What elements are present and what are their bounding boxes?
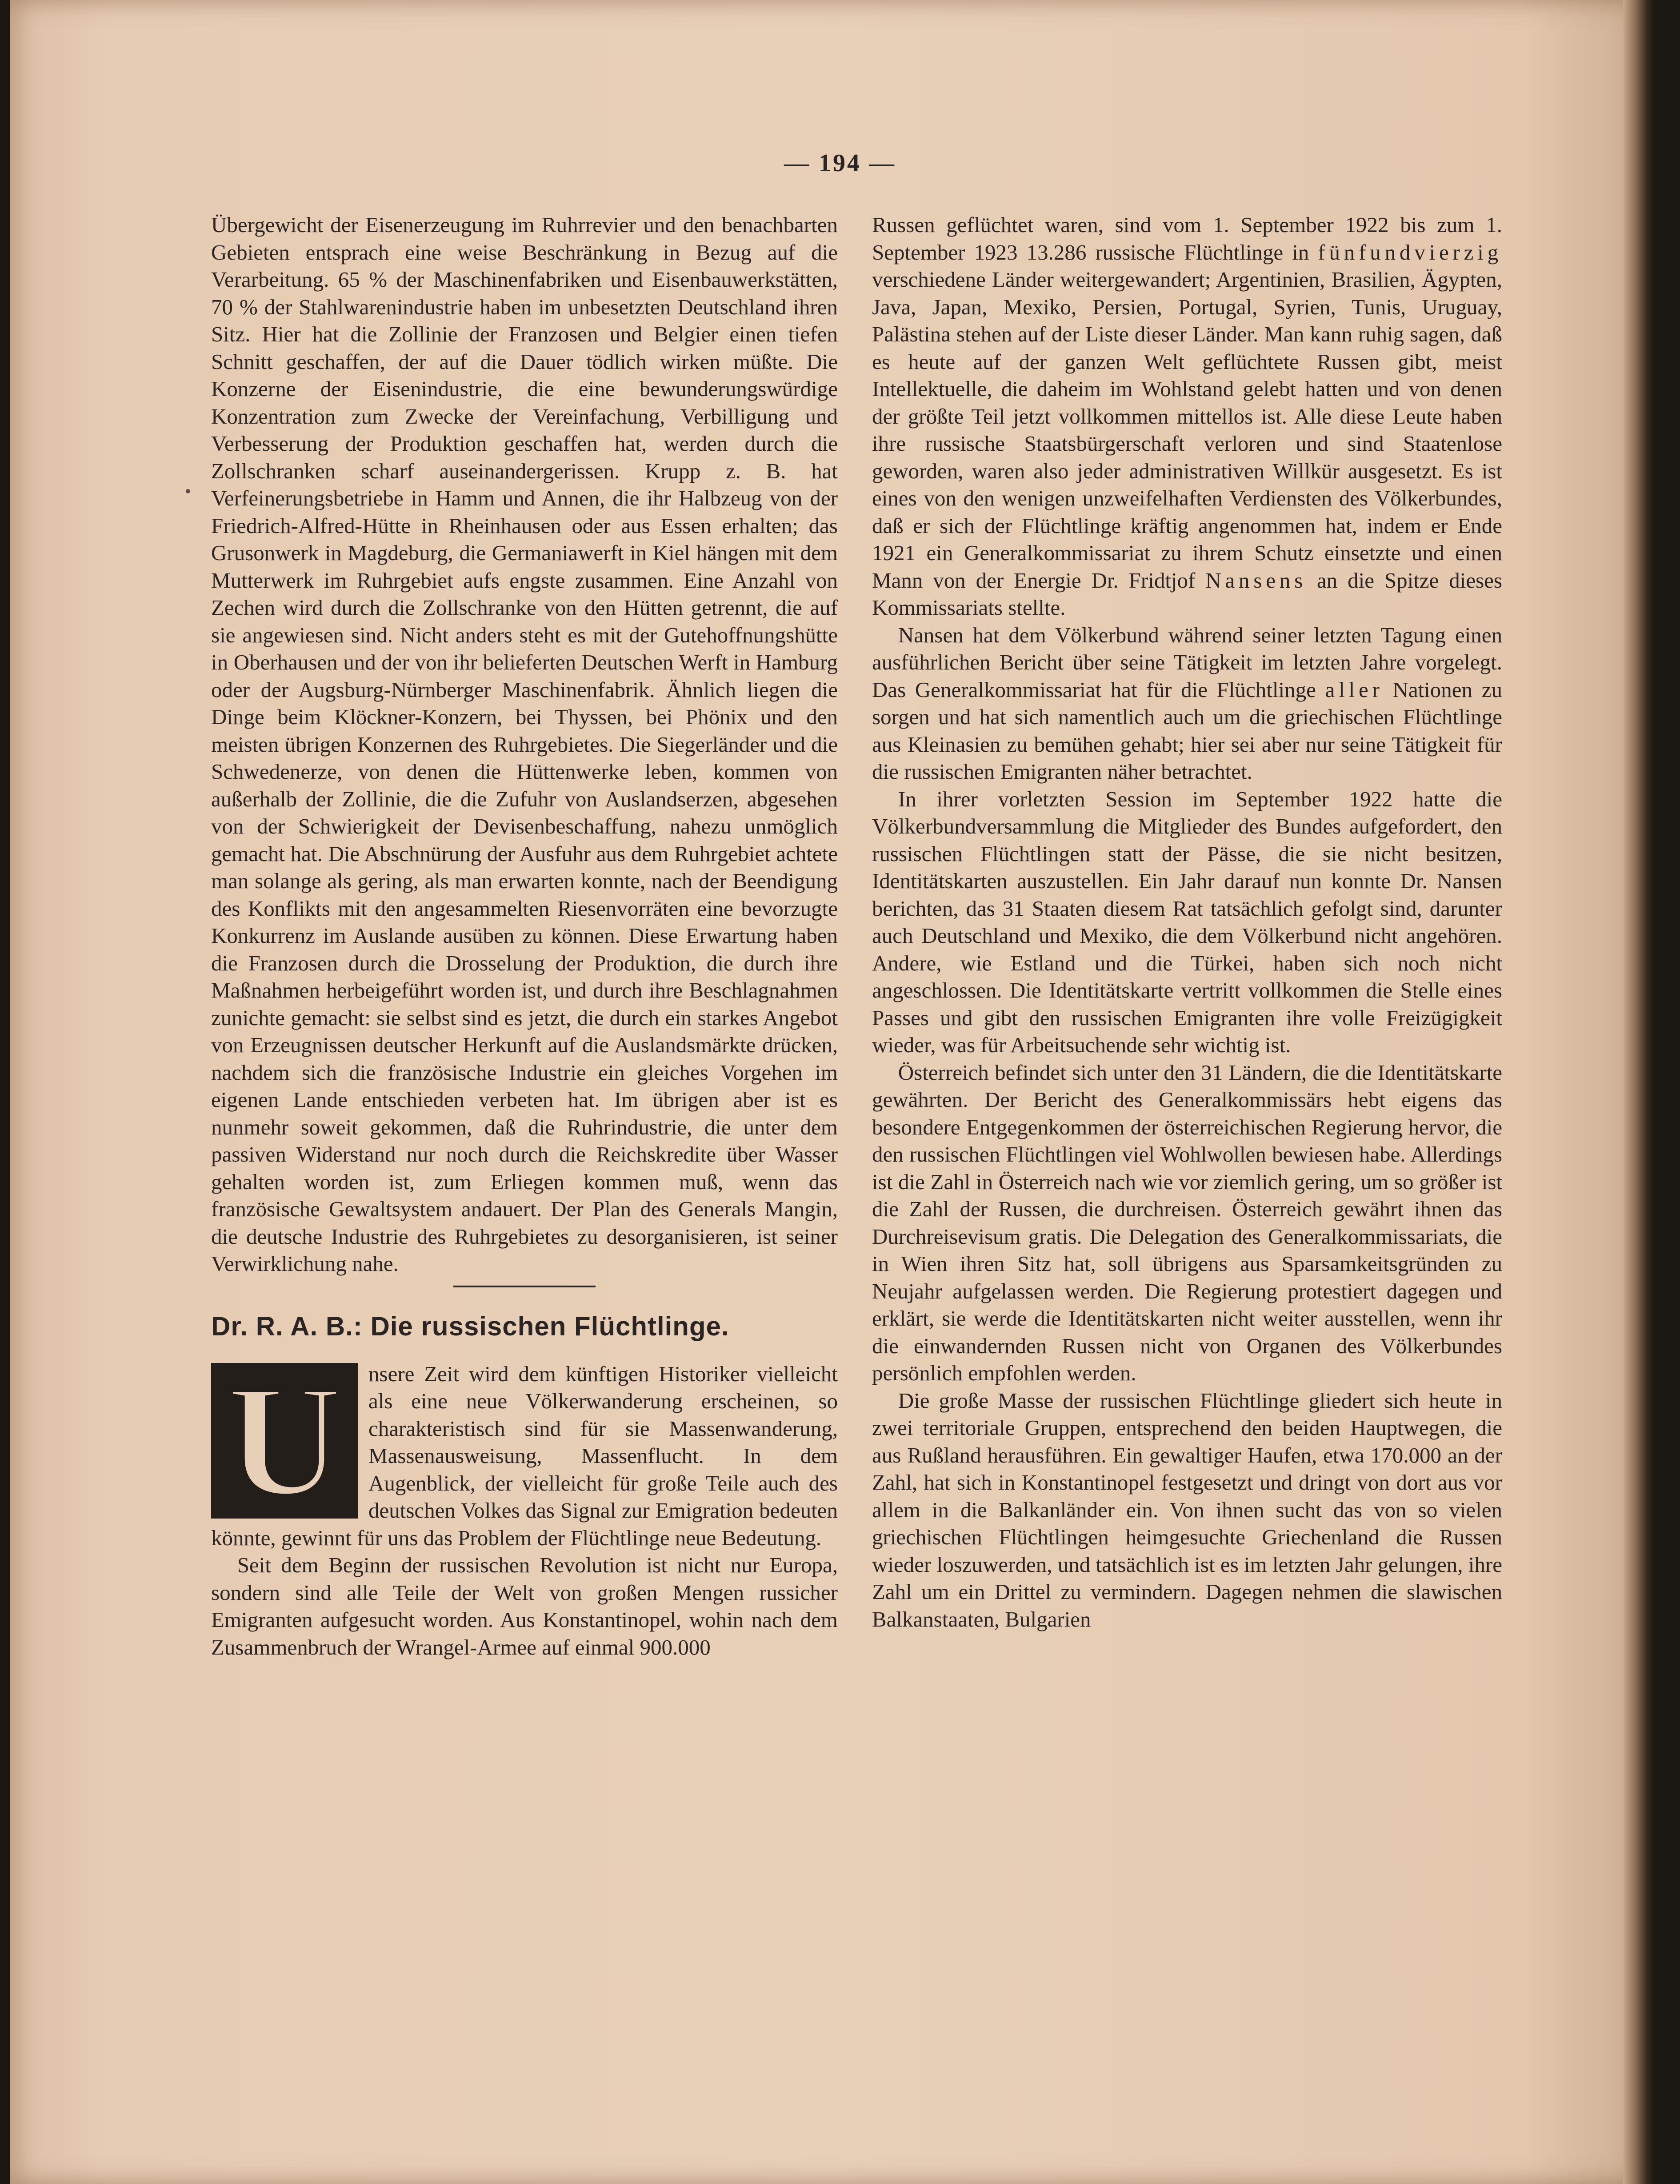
text-run: Nansen hat dem Völkerbund während seiner letzten Tagung einen ausführlichen Bericht über seine Tätigkeit im letzten Jahre vorgelegt. Das Generalkommissariat hat für die Flüchtlinge xyxy=(872,622,1502,702)
body-paragraph: Seit dem Beginn der russischen Revolution ist nicht nur Europa, sondern sind alle Teile der Welt von großen Mengen russicher Emigranten aufgesucht worden. Aus Konstantinopel, wohin nach dem Zusammenbruch der Wrangel-Armee auf einmal 900.000 xyxy=(211,1553,838,1659)
drop-cap-letter: U xyxy=(227,1351,342,1529)
page-binding-edge xyxy=(1623,0,1654,2184)
body-paragraph xyxy=(872,621,1502,785)
right-column xyxy=(872,211,1502,2132)
section-divider xyxy=(453,1286,596,1287)
body-paragraph: Österreich befindet sich unter den 31 Ländern, die die Identitätskarte gewährten. Der Bericht des Generalkommissärs hebt eigens das besondere Entgegenkommen der österreichischen Regierung hervor, die den russischen Flüchtlingen viel Wohlwollen bewiesen habe. Allerdings ist die Zahl in Österreich nach wie vor ziemlich gering, um so größer ist die Zahl der Russen, die durchreisen. Österreich gewährt ihnen das Durchreisevisum gratis. Die Delegation des Generalkommissariats, die in Wien ihren Sitz hat, soll übrigens aus Sparsamkeitsgründen zu Neujahr aufgelassen werden. Die Regierung protestiert dagegen und erklärt, sie werde die Identitätskarten nicht weiter ausstellen, wenn ihr die einwandernden Russen nicht von Organen des Völkerbundes persönlich empfohlen werden. xyxy=(872,1060,1502,1385)
emphasized-name: Nansens xyxy=(1205,568,1307,593)
body-paragraph: Die große Masse der russischen Flüchtlinge gliedert sich heute in zwei territoriale Gruppen, entsprechend den beiden Hauptwegen, die aus Rußland herausführen. Ein gewaltiger Haufen, etwa 170.000 an der Zahl, hat sich in Konstantinopel festgesetzt und dringt von dort aus vor allem in die Balkanländer ein. Von ihnen sucht das von so vielen griechischen Flüchtlingen heimgesuchte Griechenland die Russen wieder loszuwerden, und tatsächlich ist es im letzten Jahr gelungen, ihre Zahl um ein Drittel zu vermindern. Dagegen nehmen die slawischen Balkanstaaten, Bulgarien xyxy=(872,1388,1502,1631)
text-run: an die Spitze dieses Kommissariats stellte. xyxy=(872,568,1502,620)
intro-paragraph: nsere Zeit wird dem künftigen Historiker vielleicht als eine neue Völkerwanderung erscheinen, so charakteristisch sind für sie Massenwanderung, Massenausweisung, Massenflucht. In dem Augenblick, der vielleicht für große Teile auch des deutschen Volkes das Signal zur Emigration bedeuten könnte, gewinnt für uns das Problem der Flüchtlinge neue Bedeutung. xyxy=(211,1361,838,1550)
article-title: Dr. R. A. B.: Die russischen Flüchtlinge. xyxy=(211,1311,729,1341)
emphasized-word: fünfundvierzig xyxy=(1318,240,1502,264)
drop-cap xyxy=(211,1351,358,1529)
body-paragraph: In ihrer vorletzten Session im September 1922 hatte die Völkerbundversammlung die Mitglieder des Bundes aufgefordert, den russischen Flüchtlingen statt der Pässe, die sie nicht besitzen, Identitätskarten auszustellen. Ein Jahr darauf nun konnte Dr. Nansen berichten, das 31 Staaten diesem Rat tatsächlich gefolgt sind, darunter auch Deutschland und Mexiko, die dem Völkerbund nicht angehören. Andere, wie Estland und die Türkei, haben sich noch nicht angeschlossen. Die Identitätskarte vertritt vollkommen die Stelle eines Passes und gibt den russischen Emigranten ihre volle Freizügigkeit wieder, was für Arbeitsuchende sehr wichtig ist. xyxy=(872,786,1502,1057)
left-column xyxy=(211,211,838,2132)
article-intro xyxy=(211,1351,838,1552)
body-paragraph xyxy=(872,211,1502,621)
page-number: — 194 — xyxy=(784,149,896,177)
emphasized-word: aller xyxy=(1325,677,1384,702)
text-run: Russen geflüchtet waren, sind vom 1. September 1922 bis zum 1. September 1923 13.286 russische Flüchtlinge in xyxy=(872,212,1502,264)
text-run: Nationen zu sorgen und hat sich namentlich auch um die griechischen Flüchtlinge aus Kleinasien zu bemühen gehabt; hier sei aber nur seine Tätigkeit für die russischen Emigranten näher betrachtet. xyxy=(872,677,1502,784)
text-run: verschiedene Länder weitergewandert; Argentinien, Brasilien, Ägypten, Java, Japan, Mexiko, Persien, Portugal, Syrien, Tunis, Uruguay, Palästina stehen auf der Liste dieser Länder. Man kann ruhig sagen, daß es heute auf der ganzen Welt geflüchtete Russen gibt, meist Intellektuelle, die daheim im Wohlstand gelebt hatten und von denen der größte Teil jetzt vollkommen mittellos ist. Alle diese Leute haben ihre russische Staatsbürgerschaft verloren und sind Staatenlose geworden, waren also jeder administrativen Willkür ausgesetzt. Es ist eines von den wenigen unzweifelhaften Verdiensten des Völkerbundes, daß er sich der Flüchtlinge kräftig angenommen hat, indem er Ende 1921 ein Generalkommissariat zu ihrem Schutz einsetzte und einen Mann von der Energie Dr. Fridtjof xyxy=(872,267,1502,593)
continued-paragraph: Übergewicht der Eisenerzeugung im Ruhrrevier und den benachbarten Gebieten entsprach eine weise Beschränkung in Bezug auf die Verarbeitung. 65 % der Maschinenfabriken und Eisenbauwerkstätten, 70 % der Stahlwarenindustrie haben im unbesetzten Deutschland ihren Sitz. Hier hat die Zollinie der Franzosen und Belgier einen tiefen Schnitt geschaffen, der auf die Dauer tödlich wirken müßte. Die Konzerne der Eisenindustrie, die eine bewunderungswürdige Konzentration zum Zwecke der Vereinfachung, Verbilligung und Verbesserung der Produktion geschaffen hat, werden durch die Zollschranken scharf auseinandergerissen. Krupp z. B. hat Verfeinerungsbetriebe in Hamm und Annen, die ihr Halbzeug von der Friedrich-Alfred-Hütte in Rheinhausen oder aus Essen erhalten; das Grusonwerk in Magdeburg, die Germaniawerft in Kiel hängen mit dem Mutterwerk im Ruhrgebiet aufs engste zusammen. Eine Anzahl von Zechen wird durch die Zollschranke von den Hütten getrennt, die auf sie angewiesen sind. Nicht anders steht es mit der Gutehoffnungshütte in Oberhausen und der von ihr belieferten Deutschen Werft in Hamburg oder der Augsburg-Nürnberger Maschinenfabrik. Ähnlich liegen die Dinge beim Klöckner-Konzern, bei Thyssen, bei Phönix und den meisten übrigen Konzernen des Ruhrgebietes. Die Siegerländer und die Schwedenerze, von denen die Hüttenwerke leben, kommen von außerhalb der Zollinie, die die Zufuhr von Auslandserzen, abgesehen von der Schwierigkeit der Devisenbeschaffung, nahezu unmöglich gemacht hat. Die Abschnürung der Ausfuhr aus dem Ruhrgebiet achtete man solange als gering, als man erwarten konnte, nach der Beendigung des Konflikts mit den angesammelten Riesenvorräten eine bevorzugte Konkurrenz im Auslande ausüben zu können. Diese Erwartung haben die Franzosen durch die Drosselung der Produktion, die durch ihre Maßnahmen herbeigeführt worden ist, und durch ihre Beschlagnahmen zunichte gemacht: sie selbst sind es jetzt, die durch ein starkes Angebot von Erzeugnissen deutscher Herkunft auf die Auslandsmärkte drücken, nachdem sich die französische Industrie ein gleiches Vorgehen im eigenen Lande entschieden verbeten hat. Im übrigen aber ist es nunmehr soweit gekommen, daß die Ruhrindustrie, die unter dem passiven Widerstand nur noch durch die Reichskredite über Wasser gehalten worden ist, zum Erliegen kommen muß, wenn das französische Gewaltsystem andauert. Der Plan des Generals Mangin, die deutsche Industrie des Ruhrgebietes zu desorganisieren, ist seiner Verwirklichung nahe. xyxy=(211,212,838,1276)
margin-mark xyxy=(186,489,190,493)
